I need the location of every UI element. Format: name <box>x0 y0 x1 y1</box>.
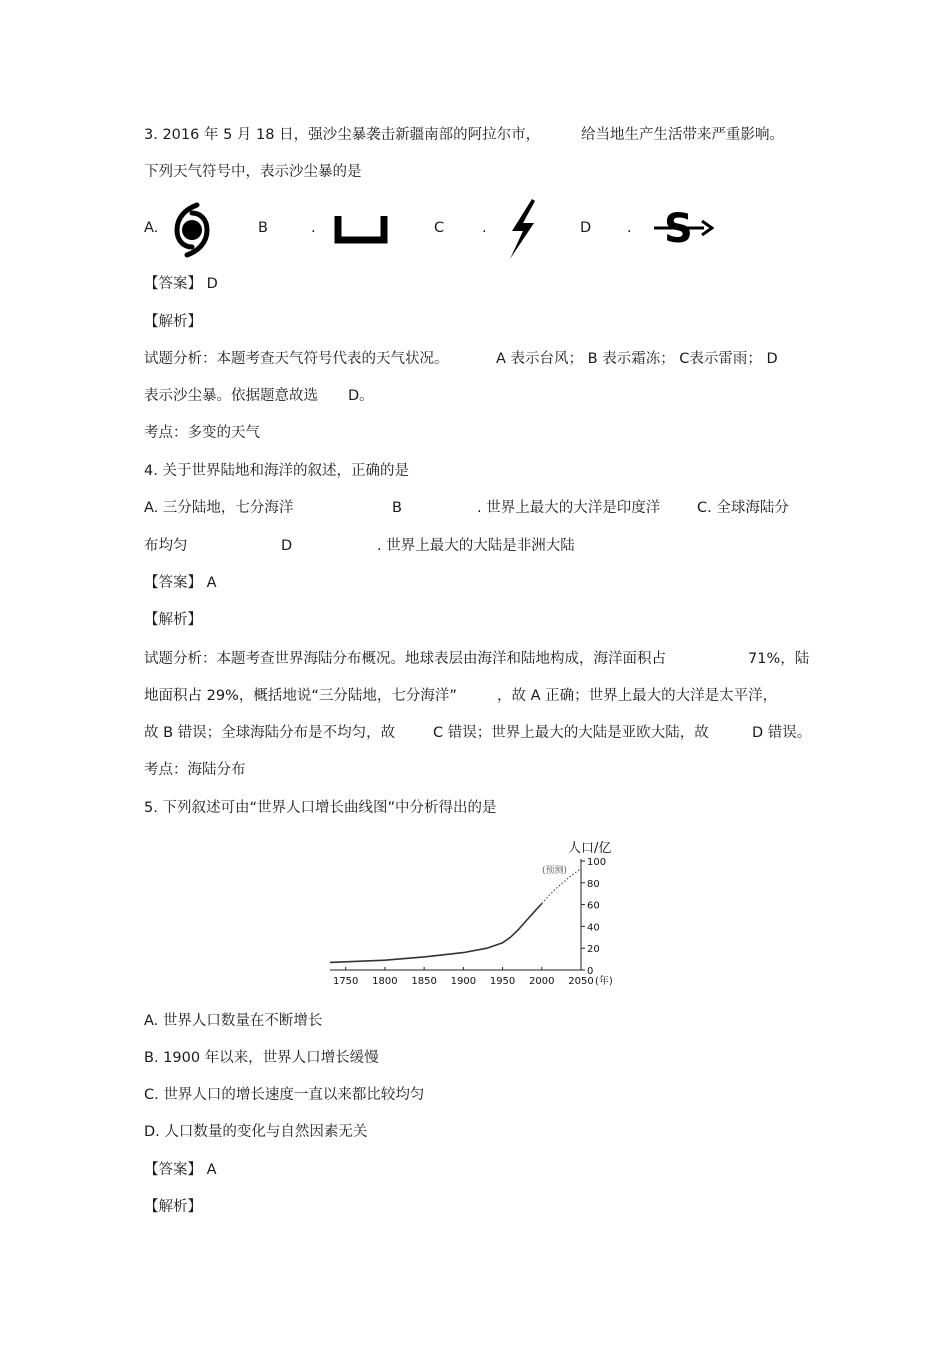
q4-option-b-label: B <box>392 500 402 516</box>
q5-option-d: D. 人口数量的变化与自然因素无关 <box>144 1124 368 1140</box>
population-line <box>330 904 542 963</box>
svg-text:S: S <box>664 208 693 248</box>
q5-stem: 5. 下列叙述可由“世界人口增长曲线图”中分析得出的是 <box>144 800 497 816</box>
q3-analysis-line1: 试题分析：本题考查天气符号代表的天气状况。 <box>144 351 449 367</box>
q4-analysis-line2-cont: ，故 A 正确；世界上最大的大洋是太平洋， <box>497 688 778 704</box>
q4-analysis-line1: 试题分析：本题考查世界海陆分布概况。地球表层由海洋和陆地构成，海洋面积占 <box>144 651 666 667</box>
q3-option-b-label: B <box>258 220 268 236</box>
q4-analysis-line2: 地面积占 29%，概括地说“三分陆地，七分海洋” <box>144 688 457 704</box>
q4-answer: 【答案】 A <box>144 575 217 591</box>
q4-analysis-line3-mid: C 错误；世界上最大的大陆是亚欧大陆，故 <box>433 725 709 741</box>
chart-ticks <box>333 857 606 987</box>
x-tick-label: 2000 <box>529 976 555 987</box>
x-tick-label: 1800 <box>372 976 398 987</box>
frost-symbol-icon <box>334 214 388 244</box>
y-tick-label: 0 <box>587 966 594 977</box>
y-tick-label: 100 <box>587 857 607 868</box>
q3-option-b-dot: . <box>311 220 316 236</box>
chart-series <box>330 869 581 963</box>
q4-option-d-label: D <box>281 538 293 554</box>
q4-option-c: C. 全球海陆分 <box>697 500 789 516</box>
q3-answer: 【答案】 D <box>144 276 218 292</box>
q3-point: 考点：多变的天气 <box>144 425 260 441</box>
x-tick-label: 1850 <box>411 976 437 987</box>
q5-answer: 【答案】 A <box>144 1162 217 1178</box>
q3-analysis-line1-cont: A 表示台风； B 表示霜冻； C表示雷雨； D <box>496 351 778 367</box>
q3-analysis-line2: 表示沙尘暴。依据题意故选 <box>144 388 318 404</box>
q5-option-b: B. 1900 年以来，世界人口增长缓慢 <box>144 1050 379 1066</box>
y-tick-label: 40 <box>587 922 600 934</box>
q4-option-a: A. 三分陆地，七分海洋 <box>144 500 294 516</box>
q3-option-c-dot: . <box>482 220 487 236</box>
q4-analysis-line3: 故 B 错误；全球海陆分布是不均匀，故 <box>144 725 396 741</box>
population-chart <box>320 836 630 992</box>
q4-option-d-text: . 世界上最大的大陆是非洲大陆 <box>377 538 575 554</box>
q4-point: 考点：海陆分布 <box>144 762 246 778</box>
chart-annotation: (预测) <box>542 866 568 876</box>
q3-option-d-dot: . <box>627 220 632 236</box>
q4-analysis-line3-end: D 错误。 <box>752 725 812 741</box>
q3-stem-line1-cont: 给当地生产生活带来严重影响。 <box>581 127 784 143</box>
q3-stem-line1: 3. 2016 年 5 月 18 日，强沙尘暴袭击新疆南部的阿拉尔市， <box>144 127 541 143</box>
q3-option-d-label: D <box>580 220 592 236</box>
x-tick-label: 2050 <box>568 976 594 987</box>
chart-ylabel: 人口/亿 <box>568 841 612 856</box>
y-tick-label: 60 <box>587 900 600 912</box>
q4-option-b-text: . 世界上最大的大洋是印度洋 <box>477 500 661 516</box>
typhoon-symbol-icon <box>174 202 210 258</box>
y-tick-label: 80 <box>587 878 600 890</box>
q4-option-c-cont: 布均匀 <box>144 538 188 554</box>
q4-analysis-line1-cont: 71%，陆 <box>748 651 810 667</box>
sandstorm-symbol-icon <box>652 208 714 248</box>
q3-option-c-label: C <box>434 220 445 236</box>
q4-analysis-title: 【解析】 <box>144 612 202 628</box>
thunderstorm-symbol-icon <box>504 197 538 261</box>
q5-option-c: C. 世界人口的增长速度一直以来都比较均匀 <box>144 1087 425 1103</box>
y-tick-label: 20 <box>587 944 600 956</box>
x-tick-label: 1900 <box>450 976 477 987</box>
chart-xunit: (年) <box>595 976 613 987</box>
x-tick-label: 1750 <box>332 976 359 987</box>
q4-stem: 4. 关于世界陆地和海洋的叙述，正确的是 <box>144 463 409 479</box>
x-tick-label: 1950 <box>489 976 516 987</box>
q3-stem-line2: 下列天气符号中，表示沙尘暴的是 <box>144 164 362 180</box>
q5-option-a: A. 世界人口数量在不断增长 <box>144 1013 323 1029</box>
q3-analysis-line2-cont: D。 <box>348 388 374 404</box>
q3-option-a-label: A. <box>144 220 159 236</box>
q5-analysis-title: 【解析】 <box>144 1199 202 1215</box>
q3-analysis-title: 【解析】 <box>144 314 202 330</box>
